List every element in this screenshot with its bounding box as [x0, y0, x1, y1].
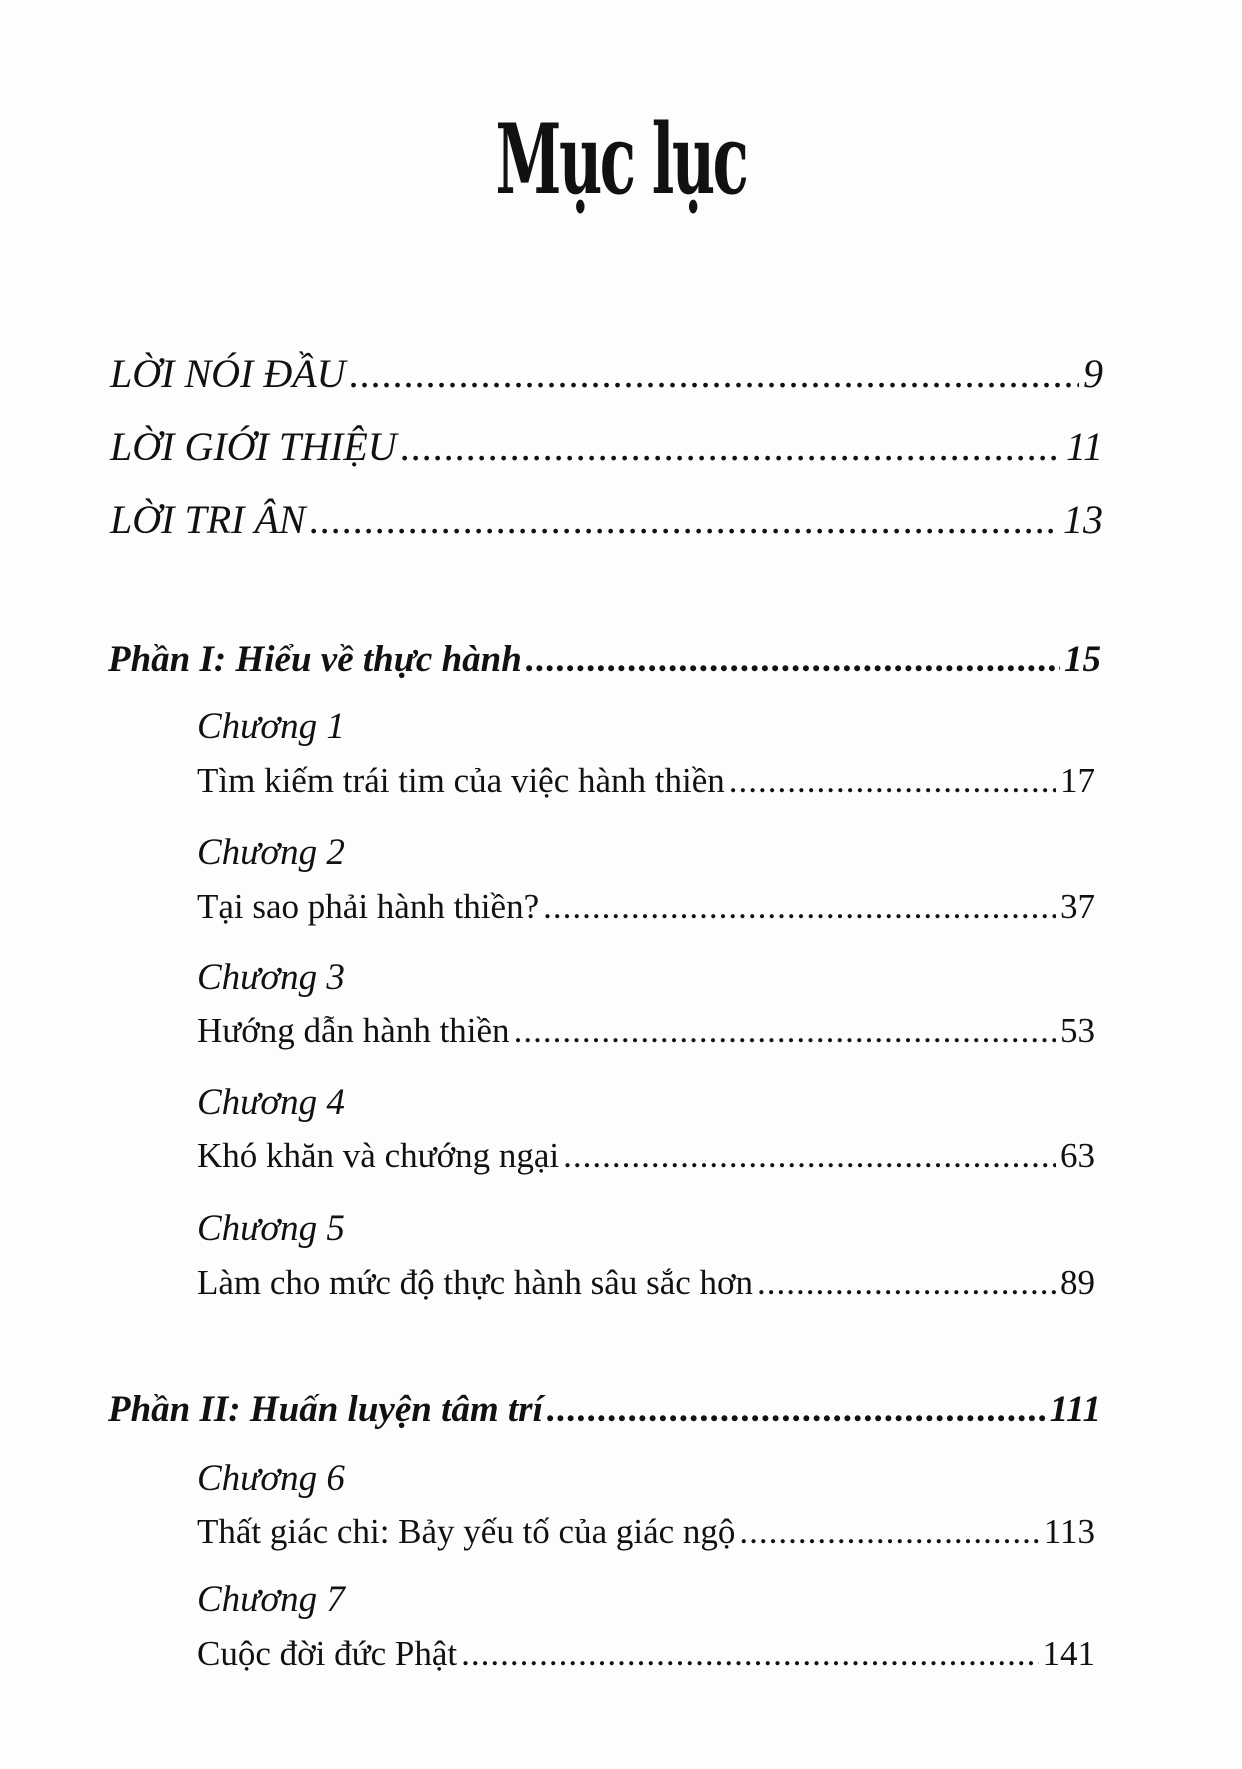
chapter-page-number: 113: [1043, 1512, 1095, 1551]
chapter-page-number: 141: [1042, 1634, 1095, 1673]
chapter-number-label: Chương 6: [197, 1458, 345, 1499]
toc-entry-front-acknowledgments[interactable]: [110, 496, 1103, 543]
toc-entry-chapter-4[interactable]: [197, 1136, 1095, 1176]
toc-entry-part-2[interactable]: [108, 1388, 1101, 1431]
chapter-title: Tìm kiếm trái tim của việc hành thiền: [197, 761, 725, 800]
page-title: Mục lục: [495, 103, 747, 216]
chapter-number-label: Chương 5: [197, 1208, 345, 1249]
entry-page-number: 11: [1065, 424, 1103, 469]
dot-leader: [543, 887, 1056, 927]
entry-page-number: 9: [1083, 351, 1103, 396]
chapter-title: Làm cho mức độ thực hành sâu sắc hơn: [197, 1263, 754, 1302]
chapter-title: Hướng dẫn hành thiền: [197, 1011, 510, 1050]
toc-entry-chapter-2[interactable]: [197, 887, 1095, 927]
part-label: Phần I: Hiểu về thực hành: [108, 639, 522, 680]
chapter-page-number: 37: [1060, 887, 1095, 926]
chapter-title: Tại sao phải hành thiền?: [197, 887, 540, 926]
dot-leader: [757, 1263, 1056, 1303]
part-page-number: 15: [1064, 639, 1101, 680]
dot-leader: [526, 638, 1060, 681]
toc-entry-front-introduction[interactable]: [110, 423, 1103, 470]
entry-label: LỜI NÓI ĐẦU: [110, 351, 346, 396]
entry-label: LỜI GIỚI THIỆU: [110, 424, 397, 469]
part-label: Phần II: Huấn luyện tâm trí: [108, 1389, 543, 1430]
dot-leader: [310, 496, 1059, 543]
toc-entry-chapter-7[interactable]: [197, 1634, 1095, 1674]
chapter-page-number: 17: [1060, 761, 1095, 800]
dot-leader: [461, 1634, 1038, 1674]
entry-label: LỜI TRI ÂN: [110, 497, 306, 542]
part-page-number: 111: [1049, 1389, 1101, 1430]
dot-leader: [729, 761, 1056, 801]
entry-page-number: 13: [1063, 497, 1103, 542]
chapter-title: Thất giác chi: Bảy yếu tố của giác ngộ: [197, 1512, 736, 1551]
toc-entry-chapter-3[interactable]: [197, 1011, 1095, 1051]
chapter-title: Cuộc đời đức Phật: [197, 1634, 458, 1673]
toc-entry-chapter-5[interactable]: [197, 1263, 1095, 1303]
dot-leader: [547, 1388, 1046, 1431]
dot-leader: [563, 1136, 1056, 1176]
toc-entry-part-1[interactable]: [108, 638, 1101, 681]
toc-entry-chapter-6[interactable]: [197, 1512, 1095, 1552]
dot-leader: [739, 1512, 1039, 1552]
toc-entry-front-preface[interactable]: [110, 350, 1103, 397]
chapter-page-number: 53: [1060, 1011, 1095, 1050]
chapter-number-label: Chương 7: [197, 1579, 345, 1620]
chapter-page-number: 89: [1060, 1263, 1095, 1302]
chapter-number-label: Chương 2: [197, 832, 345, 873]
chapter-page-number: 63: [1060, 1136, 1095, 1175]
toc-entry-chapter-1[interactable]: [197, 761, 1095, 801]
chapter-number-label: Chương 4: [197, 1082, 345, 1123]
chapter-number-label: Chương 3: [197, 957, 345, 998]
chapter-number-label: Chương 1: [197, 706, 345, 747]
dot-leader: [514, 1011, 1056, 1051]
chapter-title: Khó khăn và chướng ngại: [197, 1136, 560, 1175]
dot-leader: [401, 423, 1062, 470]
dot-leader: [350, 350, 1079, 397]
